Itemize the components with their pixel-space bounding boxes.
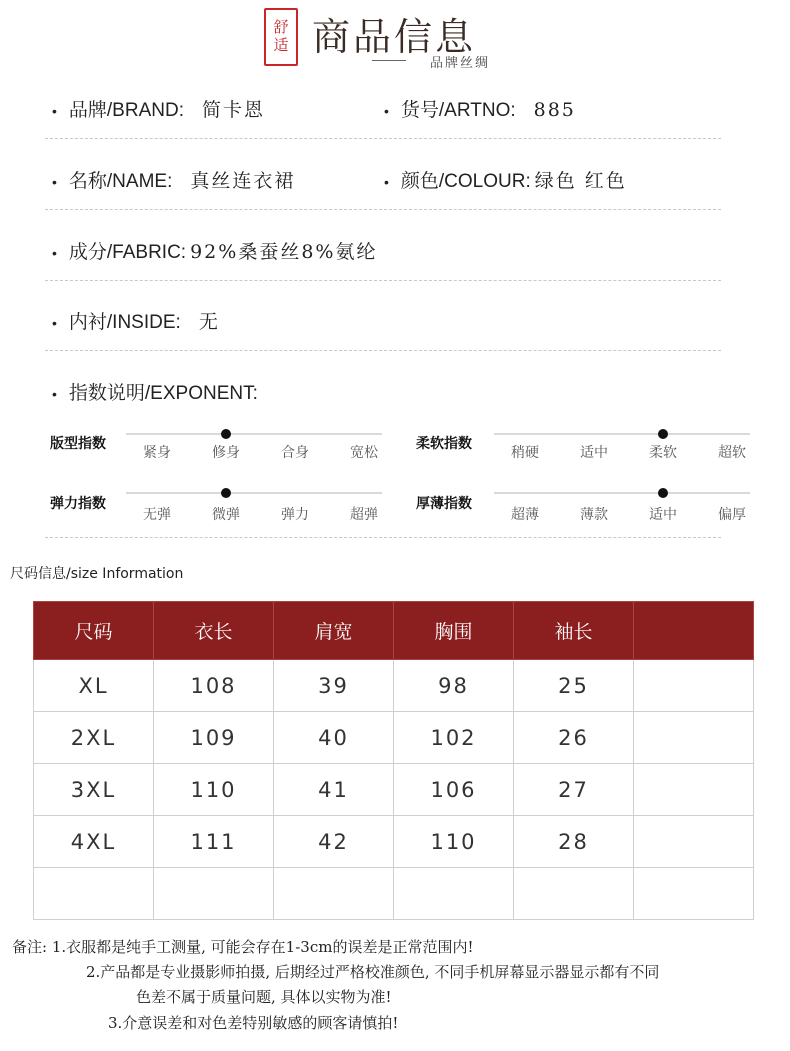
bullet-icon: • xyxy=(384,174,389,190)
table-cell xyxy=(154,868,274,920)
fit-index-title: 版型指数 xyxy=(50,436,106,452)
elasticity-index-knob xyxy=(221,488,231,498)
bullet-icon: • xyxy=(52,103,57,119)
elasticity-index-track xyxy=(126,492,382,494)
table-cell: 25 xyxy=(514,660,634,712)
table-cell: 106 xyxy=(394,764,514,816)
note-line-4: 3.介意误差和对色差特别敏感的顾客请慎拍! xyxy=(108,1014,399,1032)
table-cell xyxy=(634,868,754,920)
subtitle-rule xyxy=(372,60,406,61)
softness-index-option: 柔软 xyxy=(649,445,677,461)
softness-index-option: 稍硬 xyxy=(511,445,539,461)
artno-value: 885 xyxy=(533,99,576,121)
name-label: 名称/NAME: xyxy=(68,171,173,192)
elasticity-index-option: 超弹 xyxy=(350,507,378,523)
fabric-row xyxy=(52,237,377,264)
seal-char-1: 舒 xyxy=(273,18,289,36)
table-cell: 110 xyxy=(394,816,514,868)
table-row xyxy=(34,764,754,816)
inside-row xyxy=(52,307,220,334)
elasticity-index-option: 弹力 xyxy=(281,507,309,523)
bullet-icon: • xyxy=(384,103,389,119)
colour-row xyxy=(384,166,627,193)
table-row xyxy=(34,660,754,712)
size-info-label: 尺码信息/size Information xyxy=(10,566,184,582)
exponent-row xyxy=(52,378,258,405)
inside-label: 内衬/INSIDE: xyxy=(68,312,181,333)
fit-index-track xyxy=(126,433,382,435)
table-cell xyxy=(634,712,754,764)
fit-index-knob xyxy=(221,429,231,439)
thickness-index-option: 超薄 xyxy=(511,507,539,523)
table-cell: XL xyxy=(34,660,154,712)
comfort-seal-logo xyxy=(264,8,298,66)
table-cell: 41 xyxy=(274,764,394,816)
colour-value: 绿色 红色 xyxy=(534,170,627,192)
table-row xyxy=(34,712,754,764)
table-row xyxy=(34,868,754,920)
fit-index-option: 合身 xyxy=(281,445,309,461)
artno-label: 货号/ARTNO: xyxy=(400,100,516,121)
bullet-icon: • xyxy=(52,245,57,261)
elasticity-index-title: 弹力指数 xyxy=(50,496,106,512)
divider xyxy=(45,209,721,210)
thickness-index-option: 偏厚 xyxy=(718,507,746,523)
table-cell xyxy=(394,868,514,920)
table-cell: 111 xyxy=(154,816,274,868)
fabric-value: 92%桑蚕丝8%氨纶 xyxy=(190,241,378,263)
colour-label: 颜色/COLOUR: xyxy=(400,171,531,192)
note-line-3: 色差不属于质量问题, 具体以实物为准! xyxy=(136,988,392,1006)
table-cell: 42 xyxy=(274,816,394,868)
exponent-label: 指数说明/EXPONENT: xyxy=(68,383,258,404)
header-sleeve: 袖长 xyxy=(514,602,634,660)
header-shoulder: 肩宽 xyxy=(274,602,394,660)
header-bust: 胸围 xyxy=(394,602,514,660)
name-value: 真丝连衣裙 xyxy=(190,170,296,192)
table-cell: 28 xyxy=(514,816,634,868)
table-cell xyxy=(634,660,754,712)
thickness-index-option: 薄款 xyxy=(580,507,608,523)
thickness-index-title: 厚薄指数 xyxy=(416,496,472,512)
divider xyxy=(45,350,721,351)
table-cell: 98 xyxy=(394,660,514,712)
table-cell: 4XL xyxy=(34,816,154,868)
fabric-label: 成分/FABRIC: xyxy=(68,242,187,263)
brand-row xyxy=(52,95,265,122)
elasticity-index-option: 微弹 xyxy=(212,507,240,523)
size-table xyxy=(33,601,754,920)
table-cell: 26 xyxy=(514,712,634,764)
divider xyxy=(45,138,721,139)
table-cell xyxy=(274,868,394,920)
table-row xyxy=(34,816,754,868)
softness-index-option: 适中 xyxy=(580,445,608,461)
page-subtitle: 品牌丝绸 xyxy=(430,56,491,71)
header-length: 衣长 xyxy=(154,602,274,660)
table-cell: 108 xyxy=(154,660,274,712)
bullet-icon: • xyxy=(52,174,57,190)
softness-index-title: 柔软指数 xyxy=(416,436,472,452)
artno-row xyxy=(384,95,576,122)
fit-index-option: 修身 xyxy=(212,445,240,461)
table-cell xyxy=(634,764,754,816)
table-cell: 102 xyxy=(394,712,514,764)
table-cell xyxy=(634,816,754,868)
bullet-icon: • xyxy=(52,386,57,402)
header-empty xyxy=(634,602,754,660)
divider xyxy=(45,280,721,281)
softness-index-knob xyxy=(658,429,668,439)
note-line-1: 备注: 1.衣服都是纯手工测量, 可能会存在1-3cm的误差是正常范围内! xyxy=(12,938,474,956)
table-cell: 3XL xyxy=(34,764,154,816)
table-header-row xyxy=(34,602,754,660)
header-size: 尺码 xyxy=(34,602,154,660)
elasticity-index-option: 无弹 xyxy=(143,507,171,523)
fit-index-option: 宽松 xyxy=(350,445,378,461)
softness-index-option: 超软 xyxy=(718,445,746,461)
fit-index-option: 紧身 xyxy=(143,445,171,461)
table-cell: 2XL xyxy=(34,712,154,764)
thickness-index-track xyxy=(494,492,750,494)
thickness-index-knob xyxy=(658,488,668,498)
seal-char-2: 适 xyxy=(273,36,289,54)
table-cell xyxy=(514,868,634,920)
table-cell: 39 xyxy=(274,660,394,712)
table-cell: 110 xyxy=(154,764,274,816)
table-cell: 40 xyxy=(274,712,394,764)
softness-index-track xyxy=(494,433,750,435)
page-title: 商品信息 xyxy=(312,15,477,59)
thickness-index-option: 适中 xyxy=(649,507,677,523)
bullet-icon: • xyxy=(52,315,57,331)
table-cell: 109 xyxy=(154,712,274,764)
table-cell: 27 xyxy=(514,764,634,816)
inside-value: 无 xyxy=(198,311,220,333)
brand-label: 品牌/BRAND: xyxy=(68,100,184,121)
divider xyxy=(45,537,721,538)
note-line-2: 2.产品都是专业摄影师拍摄, 后期经过严格校准颜色, 不同手机屏幕显示器显示都有不同 xyxy=(86,963,660,981)
name-row xyxy=(52,166,295,193)
table-cell xyxy=(34,868,154,920)
brand-value: 简卡恩 xyxy=(201,99,265,121)
